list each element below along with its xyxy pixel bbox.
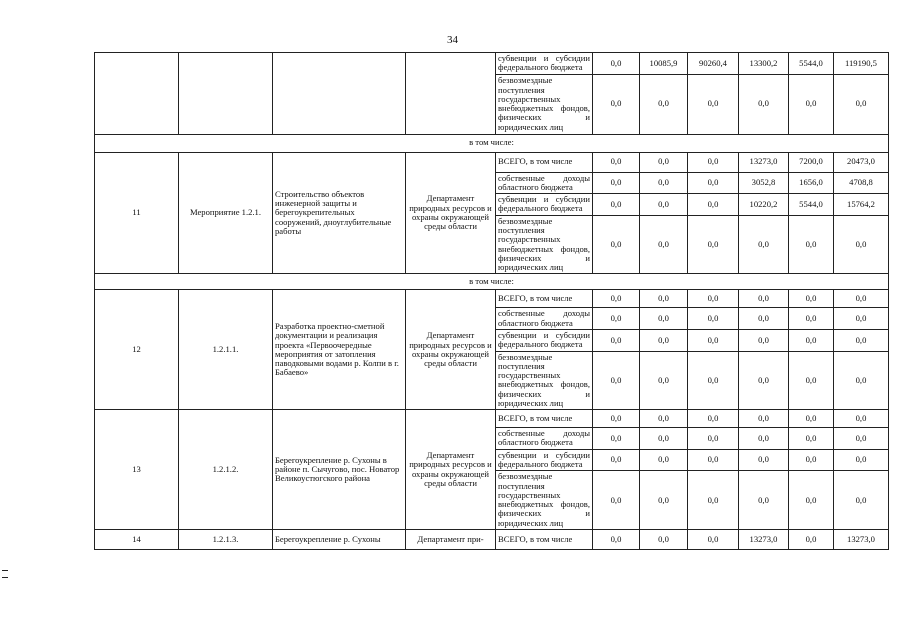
source-cell: субвенции и субсидии федерального бюджета [496,329,593,351]
row-number: 11 [95,152,179,274]
table-row [95,530,889,550]
value-cell: 0,0 [593,215,640,274]
value-cell: 1656,0 [789,172,834,194]
subheader-label: в том числе: [95,274,889,290]
subheader-label: в том числе: [95,134,889,152]
subheader-row [95,274,889,290]
value-cell: 0,0 [640,410,688,428]
table-row [95,410,889,428]
value-cell: 13300,2 [739,53,789,75]
value-cell: 0,0 [593,410,640,428]
measure-code: Мероприятие 1.2.1. [179,152,273,274]
department-cell [406,53,496,135]
value-cell: 0,0 [640,471,688,530]
value-cell: 0,0 [688,194,739,216]
source-cell: безвозмездные поступления государственных внебюджетных фондов, физических и юридических лиц [496,215,593,274]
value-cell: 0,0 [593,351,640,410]
value-cell: 0,0 [834,449,889,471]
value-cell: 0,0 [789,410,834,428]
value-cell: 0,0 [593,428,640,450]
department: Департамент природных ресурсов и охраны окружающей среды области [406,152,496,274]
number-cell [95,53,179,135]
source-cell: собственные доходы областного бюджета [496,308,593,330]
value-cell: 0,0 [593,308,640,330]
source-cell: субвенции и субсидии федерального бюджета [496,449,593,471]
value-cell: 0,0 [789,530,834,550]
value-cell: 0,0 [640,308,688,330]
value-cell: 0,0 [593,471,640,530]
value-cell: 0,0 [640,215,688,274]
row-number: 12 [95,290,179,410]
value-cell: 0,0 [739,351,789,410]
value-cell: 0,0 [688,308,739,330]
value-cell: 0,0 [834,410,889,428]
measure-name: Берегоукрепление р. Сухоны в районе п. Сычугово, пос. Новатор Великоустюгского района [273,410,406,530]
table-body [95,53,889,550]
value-cell: 0,0 [834,428,889,450]
value-cell: 0,0 [739,329,789,351]
value-cell: 0,0 [789,449,834,471]
value-cell: 0,0 [593,172,640,194]
value-cell: 0,0 [640,172,688,194]
value-cell: 0,0 [834,290,889,308]
margin-mark [2,570,8,578]
value-cell: 0,0 [834,74,889,134]
value-cell: 0,0 [640,351,688,410]
value-cell: 0,0 [739,290,789,308]
value-cell: 0,0 [640,530,688,550]
value-cell: 0,0 [593,449,640,471]
budget-table [94,52,888,550]
measure-code: 1.2.1.3. [179,530,273,550]
value-cell: 0,0 [688,172,739,194]
value-cell: 0,0 [739,215,789,274]
value-cell: 0,0 [834,351,889,410]
source-cell: собственные доходы областного бюджета [496,428,593,450]
value-cell: 0,0 [789,329,834,351]
value-cell: 0,0 [739,410,789,428]
value-cell: 0,0 [640,194,688,216]
value-cell: 90260,4 [688,53,739,75]
value-cell: 10085,9 [640,53,688,75]
source-cell: ВСЕГО, в том числе [496,530,593,550]
source-cell: ВСЕГО, в том числе [496,410,593,428]
page-number: 34 [447,34,458,46]
value-cell: 0,0 [688,215,739,274]
source-cell: безвозмездные поступления государственных внебюджетных фондов, физических и юридических лиц [496,74,593,134]
value-cell: 0,0 [739,308,789,330]
department: Департамент природных ресурсов и охраны окружающей среды области [406,410,496,530]
department: Департамент при- [406,530,496,550]
source-cell: безвозмездные поступления государственных внебюджетных фондов, физических и юридических лиц [496,471,593,530]
value-cell: 0,0 [789,290,834,308]
value-cell: 0,0 [739,449,789,471]
source-cell: ВСЕГО, в том числе [496,152,593,172]
value-cell: 0,0 [789,428,834,450]
value-cell: 5544,0 [789,194,834,216]
value-cell: 5544,0 [789,53,834,75]
value-cell: 0,0 [593,53,640,75]
subheader-row [95,134,889,152]
value-cell: 0,0 [688,410,739,428]
measure-code: 1.2.1.1. [179,290,273,410]
value-cell: 0,0 [640,152,688,172]
source-cell: субвенции и субсидии федерального бюджета [496,53,593,75]
value-cell: 10220,2 [739,194,789,216]
value-cell: 0,0 [593,194,640,216]
department: Департамент природных ресурсов и охраны окружающей среды области [406,290,496,410]
table-row [95,53,889,75]
value-cell: 0,0 [640,74,688,134]
value-cell: 0,0 [688,449,739,471]
row-number: 14 [95,530,179,550]
value-cell: 13273,0 [739,152,789,172]
table-row [95,290,889,308]
value-cell: 0,0 [789,215,834,274]
value-cell: 0,0 [739,428,789,450]
value-cell: 13273,0 [834,530,889,550]
value-cell: 0,0 [593,152,640,172]
measure-code: 1.2.1.2. [179,410,273,530]
name-cell [273,53,406,135]
value-cell: 0,0 [593,74,640,134]
value-cell: 0,0 [834,215,889,274]
value-cell: 0,0 [593,290,640,308]
code-cell [179,53,273,135]
value-cell: 13273,0 [739,530,789,550]
value-cell: 0,0 [593,530,640,550]
value-cell: 0,0 [834,329,889,351]
value-cell: 0,0 [688,329,739,351]
source-cell: собственные доходы областного бюджета [496,172,593,194]
source-cell: ВСЕГО, в том числе [496,290,593,308]
value-cell: 7200,0 [789,152,834,172]
value-cell: 0,0 [834,471,889,530]
value-cell: 0,0 [688,471,739,530]
source-cell: безвозмездные поступления государственных внебюджетных фондов, физических и юридических лиц [496,351,593,410]
value-cell: 20473,0 [834,152,889,172]
row-number: 13 [95,410,179,530]
value-cell: 0,0 [688,351,739,410]
table-row [95,152,889,172]
value-cell: 0,0 [789,351,834,410]
value-cell: 0,0 [640,329,688,351]
source-cell: субвенции и субсидии федерального бюджета [496,194,593,216]
value-cell: 0,0 [688,530,739,550]
measure-name: Разработка проектно-сметной документации и реализация проекта «Первоочередные мероприятия от затопления паводковыми водами р. Колпи в г. Бабаево» [273,290,406,410]
value-cell: 0,0 [640,428,688,450]
value-cell: 0,0 [789,471,834,530]
value-cell: 0,0 [688,74,739,134]
value-cell: 0,0 [789,308,834,330]
value-cell: 0,0 [789,74,834,134]
value-cell: 0,0 [593,329,640,351]
value-cell: 0,0 [739,471,789,530]
value-cell: 119190,5 [834,53,889,75]
value-cell: 3052,8 [739,172,789,194]
value-cell: 0,0 [640,449,688,471]
value-cell: 0,0 [688,428,739,450]
value-cell: 4708,8 [834,172,889,194]
value-cell: 0,0 [739,74,789,134]
measure-name: Строительство объектов инженерной защиты и берегоукрепительных сооружений, дноуглубительные работы [273,152,406,274]
value-cell: 15764,2 [834,194,889,216]
value-cell: 0,0 [688,290,739,308]
value-cell: 0,0 [834,308,889,330]
value-cell: 0,0 [688,152,739,172]
measure-name: Берегоукрепление р. Сухоны [273,530,406,550]
value-cell: 0,0 [640,290,688,308]
